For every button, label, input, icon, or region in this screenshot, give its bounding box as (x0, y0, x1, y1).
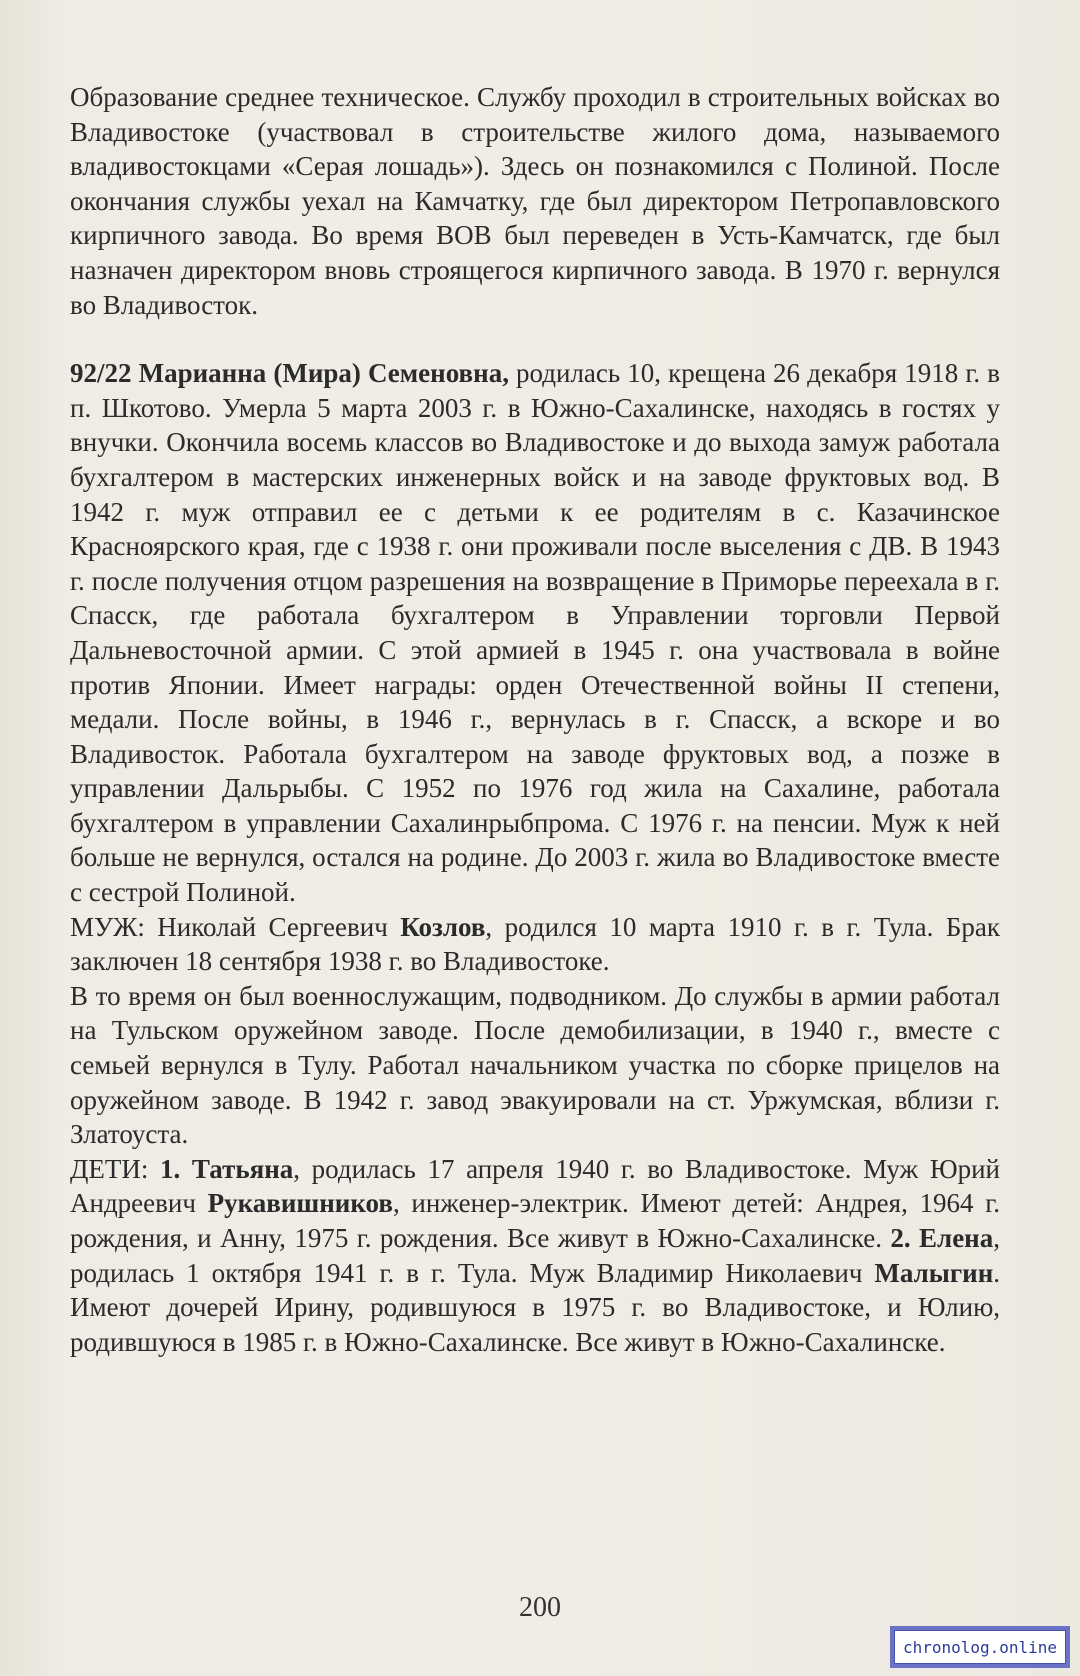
paragraph-children (70, 1152, 1000, 1360)
child-2-husband-surname: Малыгин (874, 1257, 994, 1288)
husband-body: , родился 10 марта 1910 г. в г. Тула. Брак заключен 18 сентября 1938 г. во Владивостоке. (70, 911, 1000, 977)
child-2-text: , родилась 1 октября 1941 г. в г. Тула. Муж Владимир Николаевич (70, 1223, 1000, 1288)
child-1-text-cont: , инженер-электрик. Имеют детей: Андрея, 1964 г. рождения, и Анну, 1975 г. рождения. Все живут в Южно-Сахалинске. (70, 1188, 1000, 1253)
husband-surname: Козлов (400, 911, 486, 942)
children-prefix: ДЕТИ: (70, 1153, 161, 1184)
child-2-name: 2. Елена (890, 1223, 994, 1253)
text-column (70, 80, 1000, 1359)
entry-body: родилась 10, крещена 26 декабря 1918 г. в п. Шкотово. Умерла 5 марта 2003 г. в Южно-Сахалинске, находясь в гостях у внучки. Окончила восемь классов во Владивостоке и до выхода замуж работала бухгалтером в мастерских инженерных войск и на заводе фруктовых вод. В 1942 г. муж отправил ее с детьми к ее родителям в с. Казачинское Красноярского края, где с 1938 г. они проживали после выселения с ДВ. В 1943 г. после получения отцом разрешения на возвращение в Приморье переехала в г. Спасск, где работала бухгалтером в Управлении торговли Первой Дальневосточной армии. С этой армией в 1945 г. она участвовала в войне против Японии. Имеет награды: орден Отечественной войны II степени, медали. После войны, в 1946 г., вернулась в г. Спасск, а вскоре и во Владивосток. Работала бухгалтером на заводе фруктовых вод, а позже в управлении Дальрыбы. С 1952 по 1976 год жила на Сахалине, работала бухгалтером в управлении Сахалинрыбпрома. С 1976 г. на пенсии. Муж к ней больше не вернулся, остался на родине. До 2003 г. жила во Владивостоке вместе с сестрой Полиной. (70, 358, 1001, 908)
watermark-text: chronolog.online (894, 1630, 1066, 1664)
child-1-name: 1. Татьяна (160, 1153, 294, 1184)
paragraph-service: В то время он был военнослужащим, подводником. До службы в армии работал на Тульском оружейном заводе. После демобилизации, в 1940 г., вместе с семьей вернулся в Тулу. Работал начальником участка по сборке прицелов на оружейном заводе. В 1942 г. завод эвакуировали на ст. Уржумская, вблизи г. Златоуста. (70, 980, 1000, 1150)
paragraph-education: Образование среднее техническое. Службу проходил в строительных войсках во Владивостоке (участвовал в строительстве жилого дома, называемого владивостокцами «Серая лошадь»). Здесь он познакомился с Полиной. После окончания службы уехал на Камчатку, где был директором Петропавловского кирпичного завода. Во время ВОВ был переведен в Усть-Камчатск, где был назначен директором вновь строящегося кирпичного завода. В 1970 г. вернулся во Владивосток. (70, 82, 1000, 320)
child-2-text-cont: . Имеют дочерей Ирину, родившуюся в 1975 г. во Владивостоке, и Юлию, родившуюся в 1985 г. в Южно-Сахалинске. Все живут в Южно-Сахалинске. (70, 1257, 1000, 1357)
page-number: 200 (519, 1592, 561, 1623)
paragraph-marianna (70, 356, 1000, 910)
husband-prefix: МУЖ: Николай Сергеевич (70, 911, 401, 942)
child-1-text: , родилась 17 апреля 1940 г. во Владивостоке. Муж Юрий Андреевич (70, 1153, 1000, 1219)
paragraph-husband (70, 910, 1000, 979)
paragraph-spacer (70, 322, 1000, 356)
child-1-husband-surname: Рукавишников (207, 1188, 393, 1219)
entry-heading: 92/22 Марианна (Мира) Семеновна, (70, 358, 509, 389)
watermark-badge (890, 1626, 1070, 1668)
